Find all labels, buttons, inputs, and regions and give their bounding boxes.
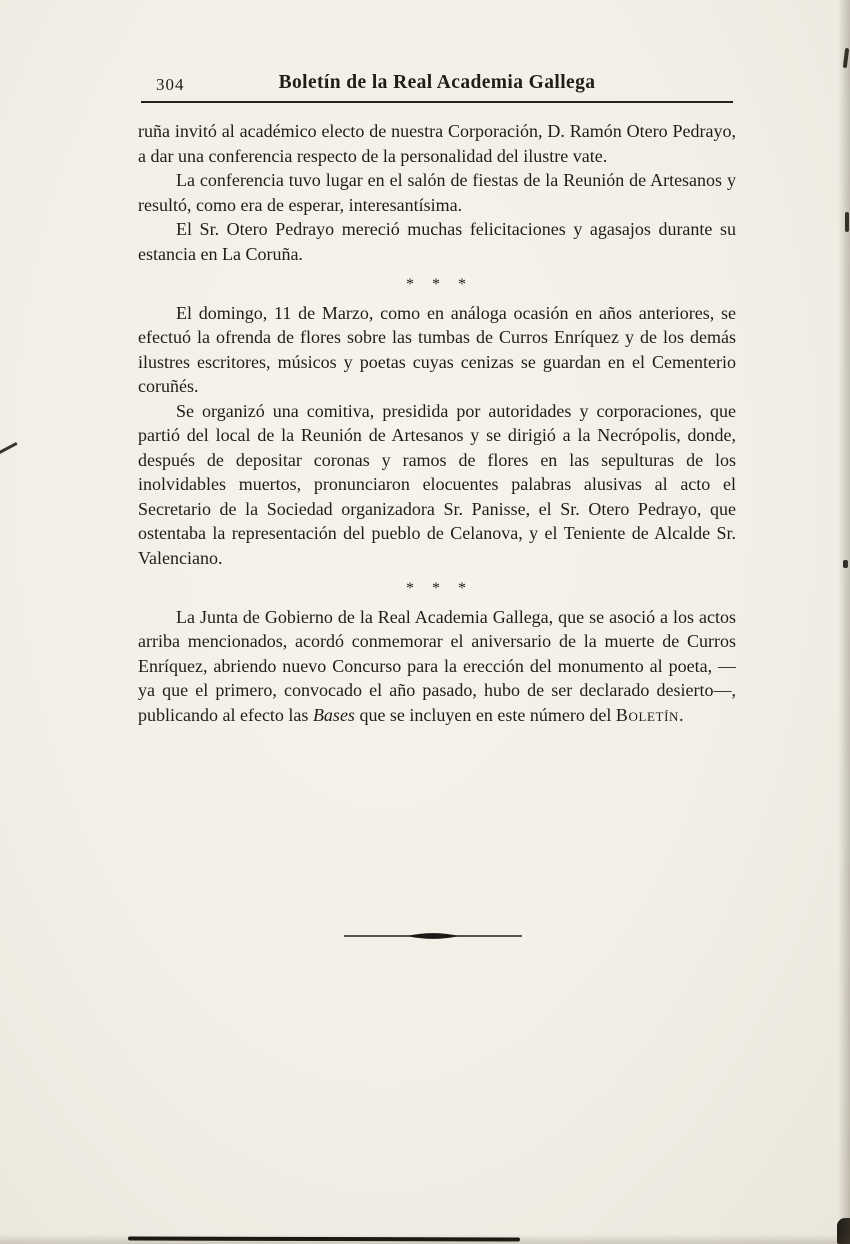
- page-header: [140, 72, 734, 98]
- section-separator: * * *: [406, 580, 468, 597]
- paragraph-text: La Junta de Gobierno de la Real Academia Gallega, que se asoció a los actos arriba mencionados, acordó conmemorar el aniversario de la muerte de Curros Enríquez, abriendo nuevo Concurso para la erección del monumento al poeta, —ya que el primero, convocado el año pasado, hubo de ser declarado desierto—, publicando al efecto las: [138, 606, 736, 725]
- page-number: 304: [156, 75, 185, 94]
- paragraph: El Sr. Otero Pedrayo mereció muchas felicitaciones y agasajos durante su estancia en La Coruña.: [138, 219, 736, 264]
- page-edge-shadow: [838, 0, 850, 1244]
- paragraph-text: .: [679, 704, 684, 725]
- paragraph: La conferencia tuvo lugar en el salón de fiestas de la Reunión de Artesanos y resultó, como era de esperar, interesantísima.: [138, 170, 736, 215]
- divider-ornament: [344, 929, 522, 943]
- smallcaps-word: Boletín: [615, 704, 679, 725]
- paragraph-text: que se incluyen en este número del: [354, 704, 616, 725]
- paragraph: El domingo, 11 de Marzo, como en análoga ocasión en años anteriores, se efectuó la ofrenda de flores sobre las tumbas de Curros Enríquez y de los demás ilustres escritores, músicos y poetas cuyas cenizas se guardan en el Cementerio coruñés.: [138, 302, 736, 396]
- scan-artifact: [0, 442, 17, 455]
- text-block: [138, 119, 736, 727]
- header-rule: [141, 101, 733, 103]
- section-separator: * * *: [406, 276, 468, 293]
- paragraph: [138, 605, 736, 728]
- header-title: Boletín de la Real Academia Gallega: [278, 72, 596, 93]
- paragraph: ruña invitó al académico electo de nuestra Corporación, D. Ramón Otero Pedrayo, a dar una conferencia respecto de la personalidad del ilustre vate.: [138, 121, 736, 166]
- paragraph: Se organizó una comitiva, presidida por autoridades y corporaciones, que partió del local de la Reunión de Artesanos y se dirigió a la Necrópolis, donde, después de depositar coronas y ramos de flores en las sepulturas de los inolvidables muertos, pronunciaron elocuentes palabras alusivas al acto el Secretario de la Sociedad organizadora Sr. Panisse, el Sr. Otero Pedrayo, que ostentaba la representación del pueblo de Celanova, y el Teniente de Alcalde Sr. Valenciano.: [138, 400, 736, 568]
- page-edge-shadow: [0, 1234, 850, 1244]
- italic-word: Bases: [312, 704, 355, 725]
